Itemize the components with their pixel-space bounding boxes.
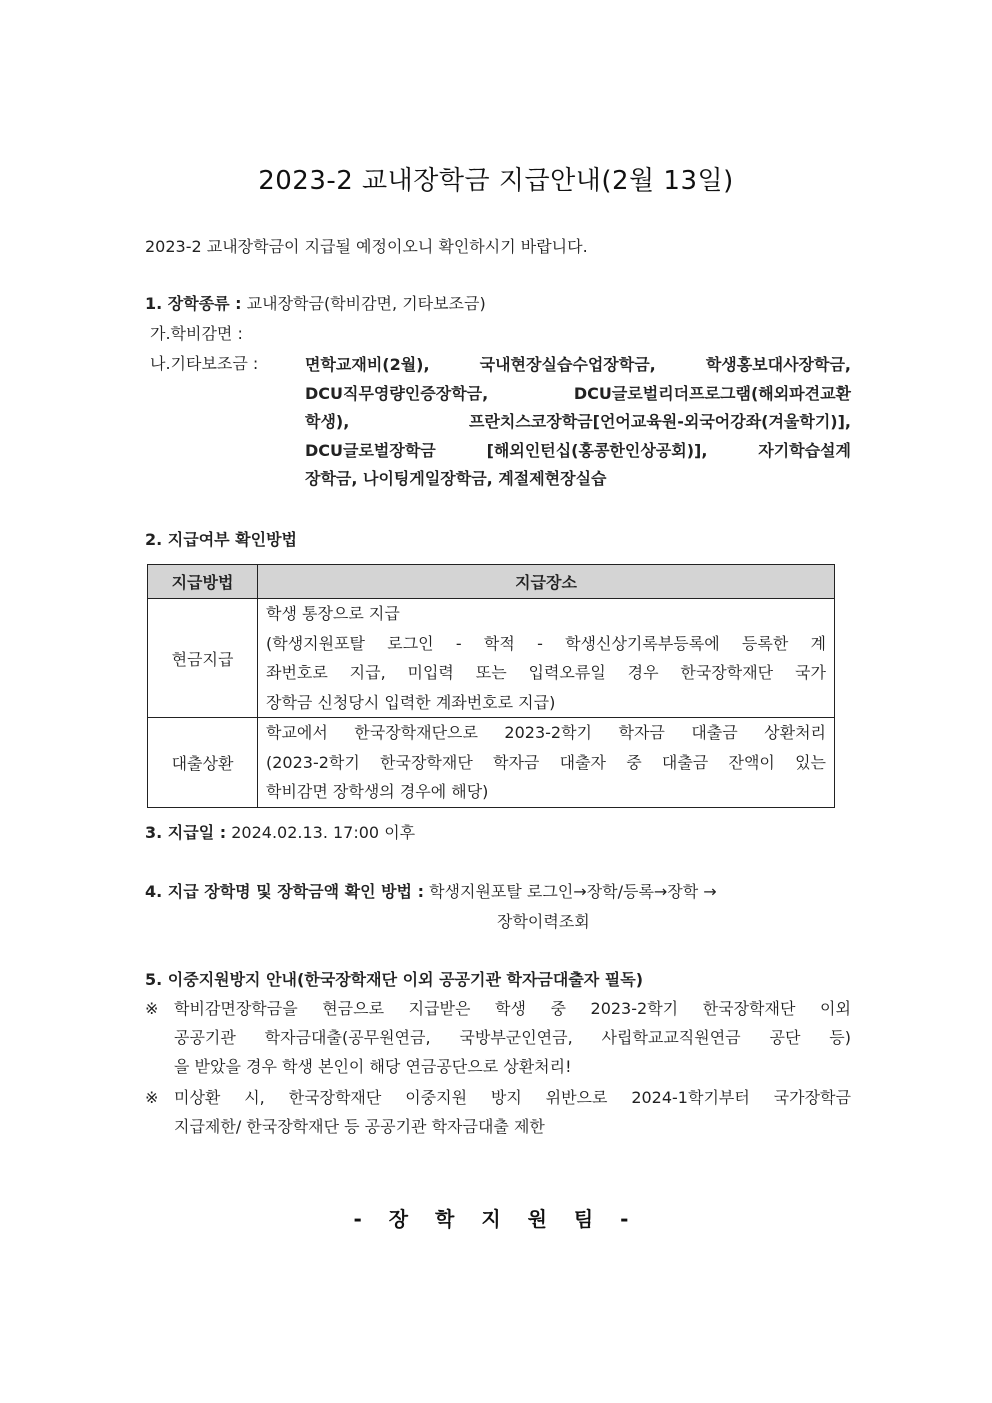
word: 국방부군인연금, — [459, 1028, 573, 1047]
word: 지급받은 — [408, 999, 471, 1018]
section-3-value: 2024.02.13. 17:00 이후 — [231, 823, 416, 842]
scholarship-name: 학생), — [305, 412, 350, 431]
notice-line — [174, 1023, 851, 1052]
word: 2023-2학기 — [590, 999, 679, 1018]
word: 학생 — [495, 999, 526, 1018]
notice-2 — [145, 1083, 851, 1141]
cell-line — [266, 718, 826, 748]
section-1-value: 교내장학금(학비감면, 기타보조금) — [246, 294, 486, 313]
word: 한국장학재단 — [702, 999, 796, 1018]
section-1-item-a: 가.학비감면 : — [150, 324, 243, 343]
table-cell-method: 현금지급 — [148, 599, 258, 718]
table-header-method: 지급방법 — [148, 565, 258, 599]
word: 지급, — [349, 663, 386, 682]
section-5-heading: 5. 이중지원방지 안내(한국장학재단 이외 공공기관 학자금대출자 필독) — [145, 970, 644, 989]
word: 잔액이 — [728, 752, 775, 772]
word: 이외 — [819, 999, 851, 1018]
table-row — [148, 599, 835, 718]
scholarship-name: [해외인턴십(홍콩한인상공회)], — [486, 440, 708, 460]
word: 학자금 — [493, 752, 540, 772]
reference-mark: ※ — [145, 999, 159, 1018]
notice-line: 을 받았을 경우 학생 본인이 해당 연금공단으로 상환처리! — [174, 1057, 572, 1076]
scholarship-name: 학생홍보대사장학금, — [705, 355, 851, 374]
scholarship-name: 국내현장실습수업장학금, — [479, 355, 656, 374]
word: 학자금대출(공무원연금, — [264, 1028, 431, 1047]
word: 계 — [810, 633, 826, 653]
word: 또는 — [475, 663, 507, 682]
cell-line — [266, 629, 826, 659]
other-subsidy-line — [305, 465, 851, 494]
word: 방지 — [490, 1088, 522, 1107]
cell-line: 학생 통장으로 지급 — [266, 604, 400, 623]
word: 학자금 — [618, 723, 665, 742]
word: 학교에서 — [266, 723, 328, 742]
section-2-heading: 2. 지급여부 확인방법 — [145, 530, 297, 549]
word: 국가장학금 — [773, 1088, 851, 1107]
word: 위반으로 — [545, 1088, 608, 1107]
section-1-heading: 1. 장학종류 : — [145, 294, 242, 313]
other-subsidy-line — [305, 437, 851, 466]
word: 로그인 — [387, 633, 434, 653]
scholarship-name: DCU직무영량인증장학금, — [305, 383, 489, 403]
section-1-item-b: 나.기타보조금 : — [150, 354, 259, 373]
scholarship-name: 면학교재비(2월), — [305, 355, 430, 374]
word: 미상환 — [174, 1088, 221, 1107]
word: 국가 — [794, 663, 826, 682]
payment-method-table — [147, 564, 835, 808]
other-subsidy-line — [305, 408, 851, 437]
word: 등록한 — [741, 633, 789, 653]
reference-mark: ※ — [145, 1088, 159, 1107]
scholarship-name: DCU글로벌장학금 — [305, 440, 436, 460]
team-signature: - 장 학 지 원 팀 - — [353, 1207, 639, 1231]
word: 한국장학재단 — [680, 663, 774, 682]
table-header-row — [148, 565, 835, 599]
word: 대출자 — [559, 752, 606, 772]
word: 중 — [626, 752, 642, 772]
scholarship-name: 장학금, 나이팅게일장학금, 계절제현장실습 — [305, 469, 607, 488]
table-cell-place — [258, 718, 835, 808]
notice-line — [174, 1083, 851, 1112]
word: (2023-2학기 — [266, 752, 360, 772]
intro-text: 2023-2 교내장학금이 지급될 예정이오니 확인하시기 바랍니다. — [145, 237, 588, 256]
word: - — [455, 633, 462, 653]
word: (학생지원포탈 — [266, 633, 365, 653]
word: 2024-1학기부터 — [631, 1088, 750, 1107]
section-1 — [145, 294, 486, 314]
table-cell-place — [258, 599, 835, 718]
document-title: 2023-2 교내장학금 지급안내(2월 13일) — [258, 166, 734, 196]
section-3-heading: 3. 지급일 : — [145, 823, 227, 842]
word: 시, — [244, 1088, 265, 1107]
table-header-place: 지급장소 — [258, 565, 835, 599]
section-3 — [145, 823, 415, 843]
word: 경우 — [627, 663, 659, 682]
scholarship-name: 프란치스코장학금[언어교육원-외국어강좌(겨울학기)], — [468, 412, 851, 431]
word: 이중지원 — [405, 1088, 468, 1107]
scholarship-name: DCU글로벌리더프로그램(해외파견교환 — [573, 383, 851, 403]
cell-line — [266, 658, 826, 688]
word: 2023-2학기 — [504, 723, 593, 742]
section-4-value-line1: 학생지원포탈 로그인→장학/등록→장학 → — [429, 882, 717, 901]
word: 대출금 — [661, 752, 709, 772]
other-subsidy-list — [305, 351, 851, 494]
other-subsidy-line — [305, 351, 851, 380]
word: 학적 — [483, 633, 515, 653]
word: 학생신상기록부등록에 — [565, 633, 720, 653]
word: 있는 — [795, 752, 826, 772]
word: 좌번호로 — [266, 663, 328, 682]
word: 공단 — [769, 1028, 801, 1047]
word: 한국장학재단 — [288, 1088, 382, 1107]
cell-line: 장학금 신청당시 입력한 계좌번호로 지급) — [266, 692, 556, 712]
word: 미입력 — [407, 663, 454, 682]
table-row — [148, 718, 835, 808]
word: 사립학교교직원연금 — [601, 1028, 741, 1047]
section-4-heading: 4. 지급 장학명 및 장학금액 확인 방법 : — [145, 882, 424, 901]
table-cell-method: 대출상환 — [148, 718, 258, 808]
word: 한국장학재단 — [380, 752, 473, 772]
notice-1 — [145, 994, 851, 1081]
word: 한국장학재단으로 — [354, 723, 478, 742]
word: 중 — [550, 999, 566, 1018]
word: 학비감면장학금을 — [174, 999, 298, 1018]
other-subsidy-line — [305, 380, 851, 409]
cell-line — [266, 748, 826, 778]
notice-line — [174, 994, 851, 1023]
word: - — [537, 633, 543, 653]
word: 상환처리 — [764, 723, 826, 742]
word: 공공기관 — [174, 1028, 236, 1047]
notice-line: 지급제한/ 한국장학재단 등 공공기관 학자금대출 제한 — [174, 1117, 545, 1136]
section-4 — [145, 882, 717, 902]
cell-line: 학비감면 장학생의 경우에 해당) — [266, 782, 489, 801]
scholarship-name: 자기학습설계 — [758, 440, 851, 460]
word: 대출금 — [691, 723, 738, 742]
word: 등) — [829, 1028, 851, 1047]
word: 입력오류일 — [528, 663, 606, 682]
word: 현금으로 — [322, 999, 385, 1018]
section-4-value-line2: 장학이력조회 — [497, 912, 590, 931]
